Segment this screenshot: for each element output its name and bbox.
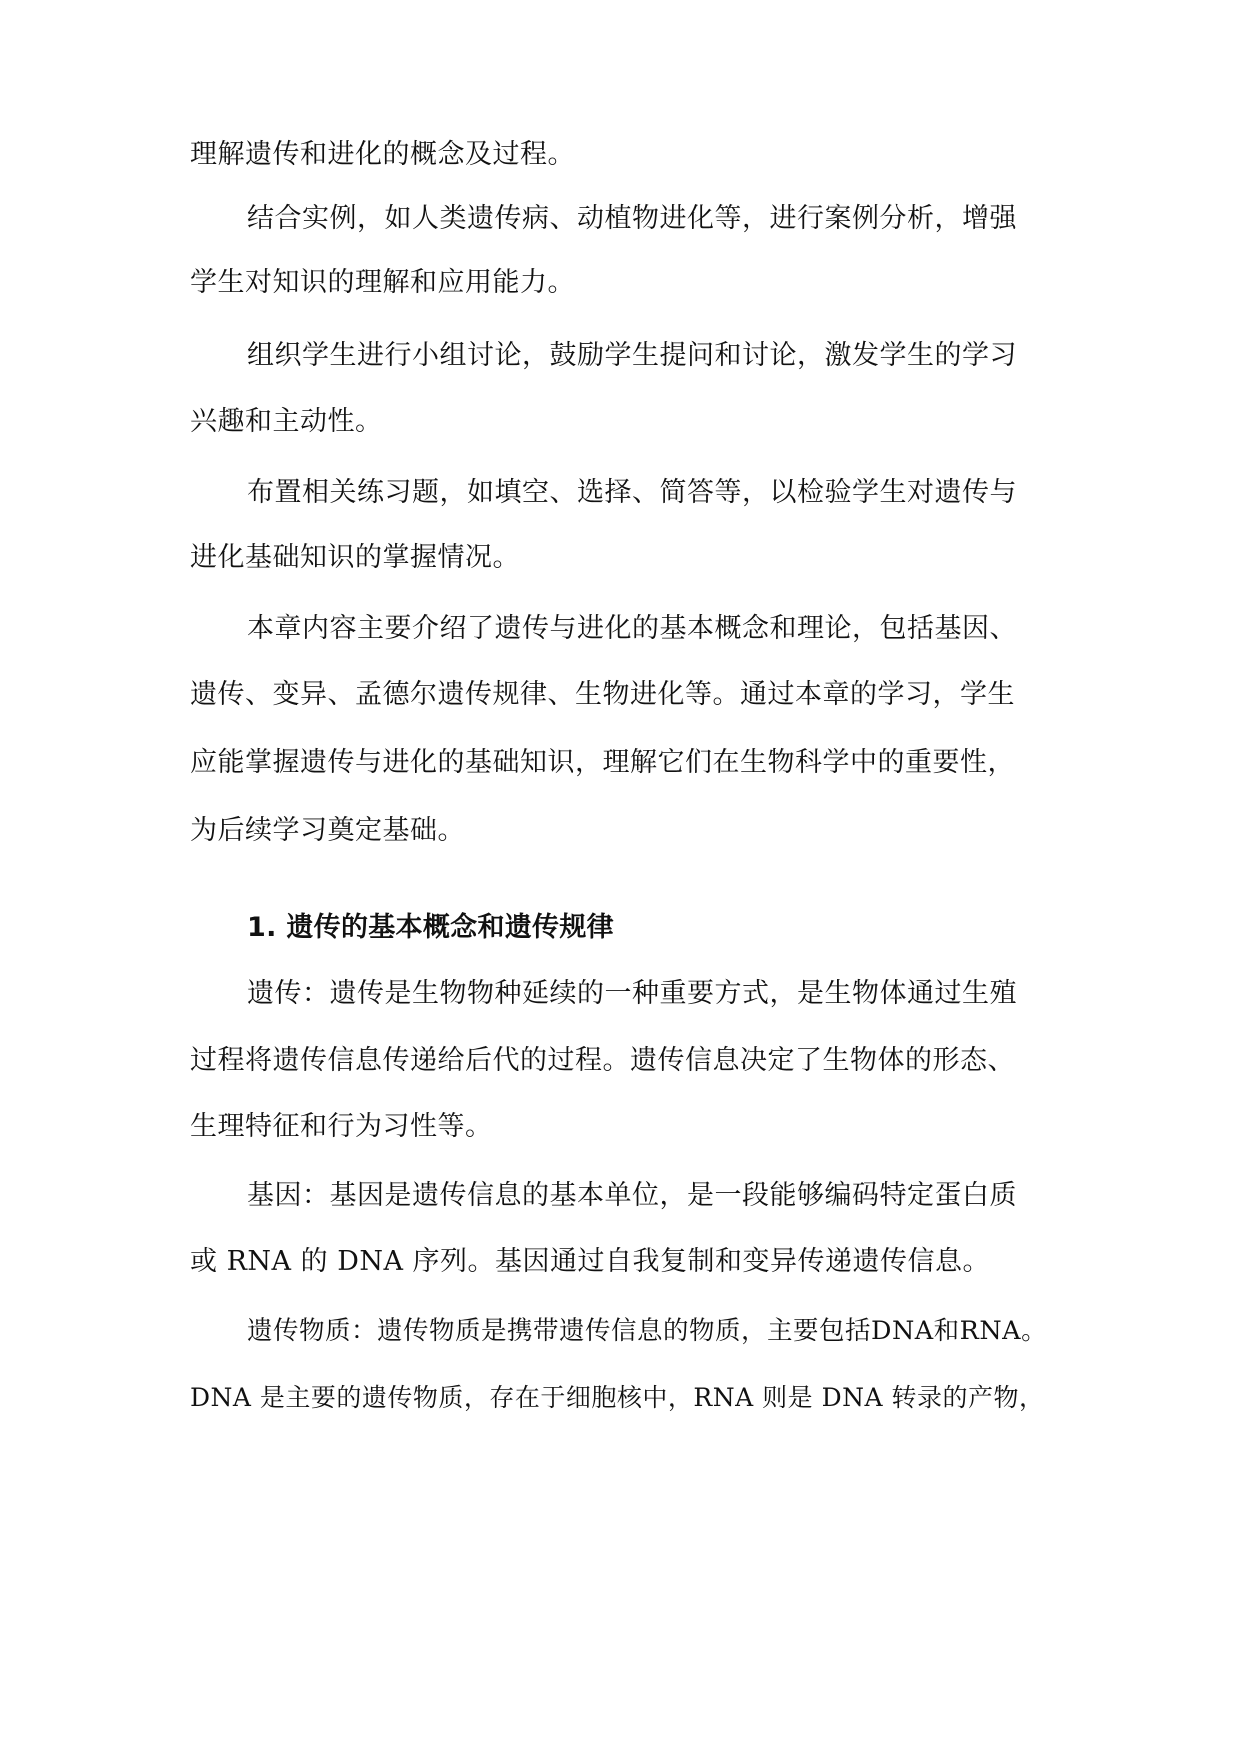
paragraph-line: 应能掌握遗传与进化的基础知识，理解它们在生物科学中的重要性，: [190, 747, 1015, 778]
paragraph-line: 兴趣和主动性。: [190, 406, 383, 437]
paragraph-line: 遗传：遗传是生物物种延续的一种重要方式，是生物体通过生殖: [247, 978, 1017, 1009]
paragraph-line: 学生对知识的理解和应用能力。: [190, 267, 575, 298]
section-heading: 1. 遗传的基本概念和遗传规律: [247, 912, 614, 943]
paragraph-line: DNA 是主要的遗传物质，存在于细胞核中，RNA 则是 DNA 转录的产物，: [190, 1383, 1045, 1412]
paragraph-line: 生理特征和行为习性等。: [190, 1111, 493, 1142]
paragraph-line: 结合实例，如人类遗传病、动植物进化等，进行案例分析，增强: [247, 203, 1017, 234]
paragraph-line: 布置相关练习题，如填空、选择、简答等，以检验学生对遗传与: [247, 477, 1017, 508]
paragraph-line: 组织学生进行小组讨论，鼓励学生提问和讨论，激发学生的学习: [247, 340, 1017, 371]
paragraph-line: 进化基础知识的掌握情况。: [190, 542, 520, 573]
paragraph-line: 理解遗传和进化的概念及过程。: [190, 139, 575, 170]
paragraph-line: 过程将遗传信息传递给后代的过程。遗传信息决定了生物体的形态、: [190, 1045, 1015, 1076]
paragraph-line: 本章内容主要介绍了遗传与进化的基本概念和理论，包括基因、: [247, 613, 1017, 644]
paragraph-line: 遗传、变异、孟德尔遗传规律、生物进化等。通过本章的学习，学生: [190, 679, 1015, 710]
paragraph-line: 遗传物质：遗传物质是携带遗传信息的物质，主要包括DNA和RNA。: [247, 1316, 1048, 1346]
paragraph-line: 基因：基因是遗传信息的基本单位，是一段能够编码特定蛋白质: [247, 1180, 1017, 1211]
paragraph-line: 为后续学习奠定基础。: [190, 815, 465, 846]
paragraph-line: 或 RNA 的 DNA 序列。基因通过自我复制和变异传递遗传信息。: [190, 1246, 991, 1277]
